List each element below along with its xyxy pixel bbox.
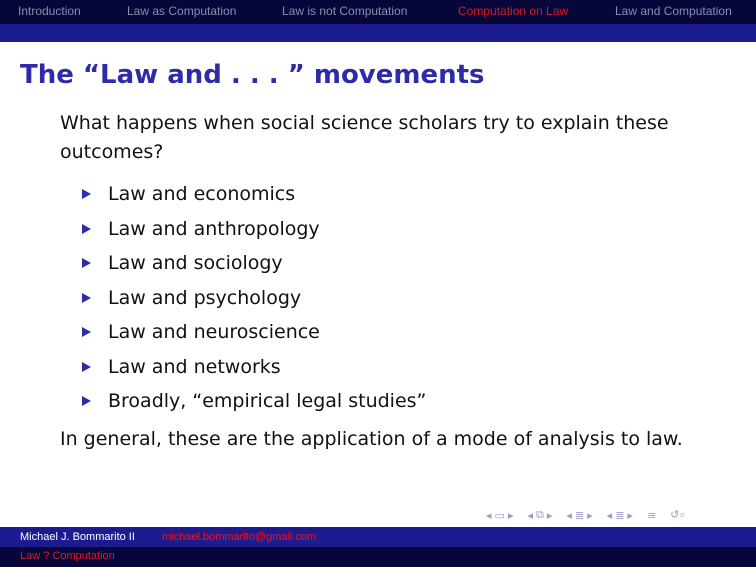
subsection-bar [0,24,756,42]
section-navigation-bar [0,0,756,24]
list-item [80,315,426,350]
list-item [80,350,426,385]
frame-prev-icon[interactable]: ◂ [486,508,492,522]
nav-section-law-and-computation[interactable]: Law and Computation [615,4,732,18]
triangle-bullet-icon [82,258,91,268]
bullet-list [80,177,426,419]
search-icon[interactable]: ↺⌕ [670,508,686,521]
triangle-bullet-icon [82,224,91,234]
subsection-icon[interactable]: ⧉ [536,508,544,521]
triangle-bullet-icon [82,362,91,372]
triangle-bullet-icon [82,396,91,406]
subsection-next-icon[interactable]: ▸ [546,508,553,522]
nav-section-law-is-not-computation[interactable]: Law is not Computation [282,4,408,18]
list-item-text: Law and networks [108,355,281,378]
document-prev-icon[interactable]: ◂ [606,508,613,522]
list-item-text: Law and economics [108,183,296,206]
list-item [80,281,426,316]
align-icon[interactable]: ≡ [646,508,657,522]
list-item [80,177,426,212]
footer-author: Michael J. Bommarito II [20,531,135,543]
nav-section-introduction[interactable]: Introduction [18,4,81,18]
triangle-bullet-icon [82,293,91,303]
frame-next-icon[interactable]: ▸ [507,508,514,522]
beamer-navigation-symbols [486,508,686,522]
list-item-text: Law and sociology [108,252,283,275]
footer-short-title[interactable]: Law ? Computation [20,550,115,562]
outro-paragraph: In general, these are the application of a mode of analysis to law. [60,428,683,450]
section-next-icon[interactable]: ▸ [587,508,593,522]
list-item-text: Broadly, “empirical legal studies” [108,390,427,413]
document-next-icon[interactable]: ▸ [627,508,633,522]
nav-section-computation-on-law[interactable]: Computation on Law [458,4,569,18]
list-item-text: Law and neuroscience [108,321,320,344]
section-icon[interactable]: ≣ [574,508,585,522]
list-item-text: Law and psychology [108,286,302,309]
frame-icon[interactable]: ▭ [494,508,505,522]
footer-email-link[interactable]: michael.bommarito@gmail.com [162,531,317,543]
document-icon[interactable]: ≣ [615,508,625,522]
triangle-bullet-icon [82,189,91,199]
list-item [80,246,426,281]
list-item-text: Law and anthropology [108,217,320,240]
nav-section-law-as-computation[interactable]: Law as Computation [127,4,237,18]
list-item [80,384,426,419]
subsection-prev-icon[interactable]: ◂ [527,508,533,522]
section-prev-icon[interactable]: ◂ [566,508,572,522]
triangle-bullet-icon [82,327,91,337]
intro-paragraph: What happens when social science scholars try to explain these outcomes? [60,112,669,163]
list-item [80,212,426,247]
slide-title: The “Law and . . . ” movements [20,60,485,90]
